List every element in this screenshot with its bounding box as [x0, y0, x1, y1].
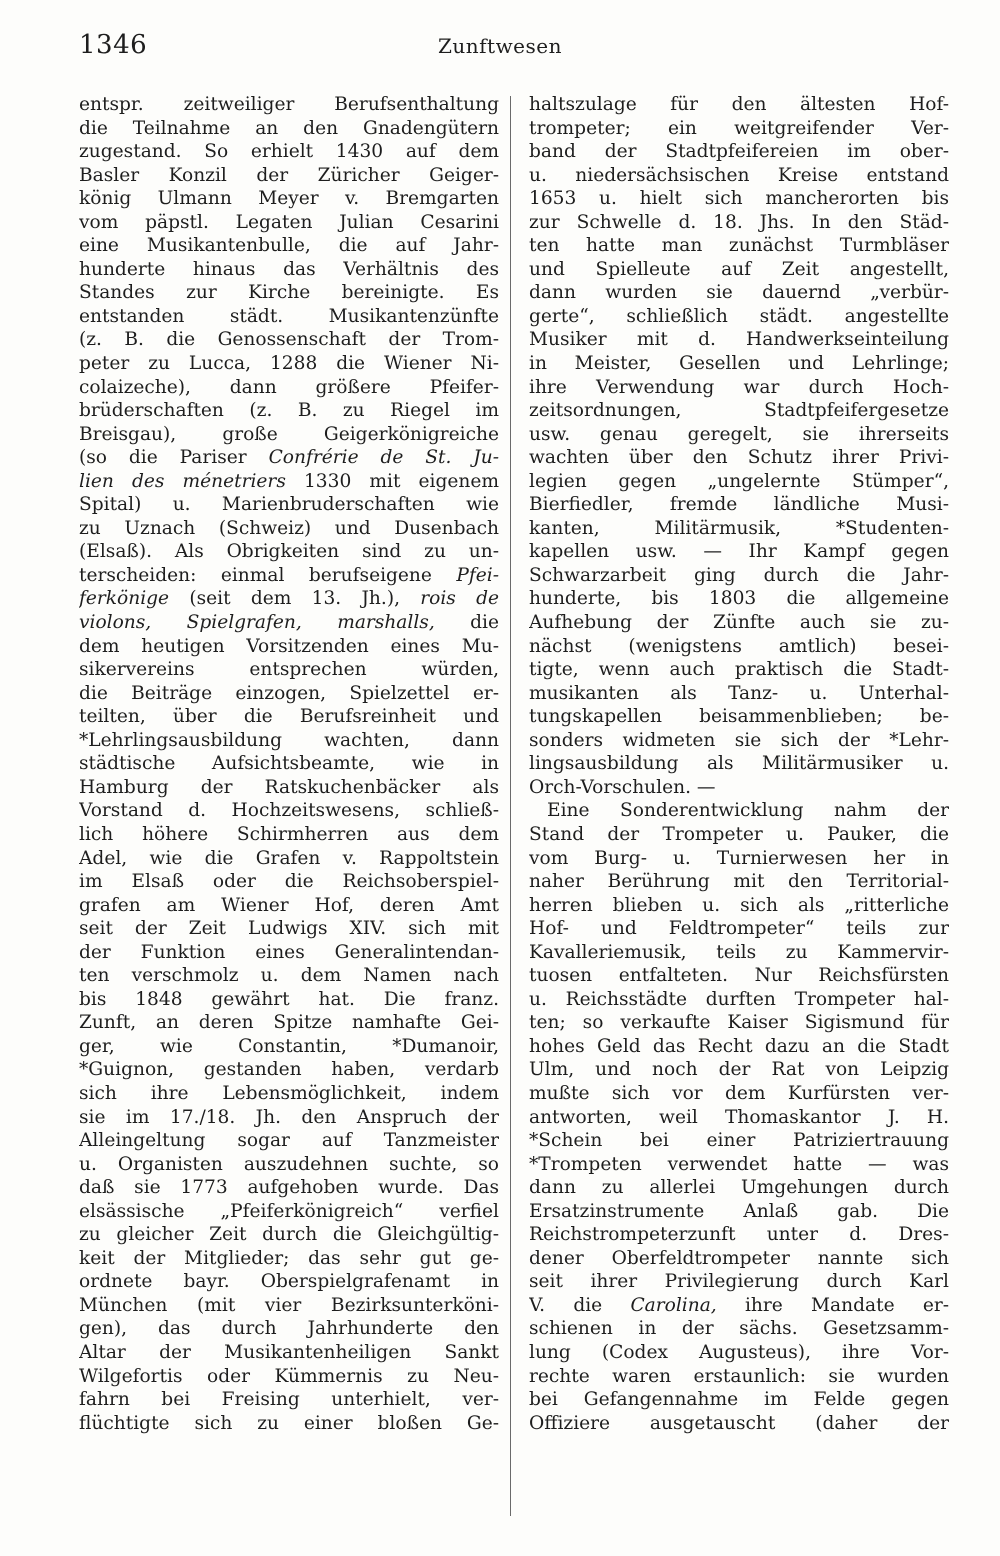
text-line	[79, 1011, 499, 1035]
text-run: hunderte hinaus das Verhältnis des	[79, 258, 499, 280]
text-run: vom Burg- u. Turnierwesen her in	[529, 847, 949, 869]
text-run: entstanden städt. Musikantenzünfte	[79, 305, 499, 327]
text-run: Hof- und Feldtrompeter“ teils zur	[529, 918, 949, 940]
text-line	[79, 705, 499, 729]
text-run: Zunft, an deren Spitze namhafte Gei-	[79, 1012, 499, 1034]
text-run: Kavalleriemusik, teils zu Kammervir-	[529, 941, 949, 963]
text-run: naher Berührung mit den Territorial-	[529, 871, 949, 893]
text-line	[529, 446, 949, 470]
text-line	[79, 776, 499, 800]
text-run: Breisgau), große Geigerkönigreiche	[79, 423, 499, 445]
text-run: teilten, über die Berufsreinheit und	[79, 706, 499, 728]
text-run: Stand der Trompeter u. Pauker, die	[529, 823, 949, 845]
page-number: 1346	[79, 30, 148, 60]
text-run: Ersatzinstrumente Anlaß gab. Die	[529, 1200, 949, 1222]
text-line	[79, 847, 499, 871]
text-run: Eine Sonderentwicklung nahm der	[547, 800, 949, 822]
italic-run: ferkönige	[79, 588, 170, 610]
text-line	[529, 1270, 949, 1294]
text-run: städtische Aufsichtsbeamte, wie in	[79, 753, 499, 775]
text-line	[529, 1247, 949, 1271]
text-run: colaizeche), dann größere Pfeifer-	[79, 376, 499, 398]
text-line	[79, 517, 499, 541]
column-divider	[510, 96, 511, 1516]
text-run: (seit dem 13. Jh.),	[169, 588, 421, 610]
text-line	[529, 847, 949, 871]
text-line	[79, 1317, 499, 1341]
text-line	[79, 376, 499, 400]
text-run: Vorstand d. Hochzeitswesens, schließ-	[79, 800, 499, 822]
text-line	[79, 1294, 499, 1318]
text-run: lich höhere Schirmherren aus dem	[79, 823, 499, 845]
text-run: fahrn bei Freising unterhielt, ver-	[79, 1389, 499, 1411]
text-line	[79, 658, 499, 682]
text-run: seit ihrer Privilegierung durch Karl	[529, 1271, 949, 1293]
text-run: grafen am Wiener Hof, deren Amt	[79, 894, 499, 916]
text-line	[529, 211, 949, 235]
text-run: 1330 mit eigenem	[285, 470, 499, 492]
text-run: zu gleicher Zeit durch die Gleichgültig-	[79, 1224, 499, 1246]
text-line	[79, 1365, 499, 1389]
text-run: Altar der Musikantenheiligen Sankt	[79, 1341, 499, 1363]
text-line	[79, 611, 499, 635]
text-run: (z. B. die Genossenschaft der Trom-	[79, 329, 499, 351]
italic-run: Confrérie de St. Ju-	[268, 447, 499, 469]
text-line	[529, 705, 949, 729]
text-line	[529, 1317, 949, 1341]
text-run: in Meister, Gesellen und Lehrlinge;	[529, 353, 949, 375]
text-run: kanten, Militärmusik, *Studenten-	[529, 517, 949, 539]
text-run: vom päpstl. Legaten Julian Cesarini	[79, 211, 499, 233]
text-line	[79, 540, 499, 564]
text-line	[79, 964, 499, 988]
text-line	[529, 1365, 949, 1389]
text-run: u. Organisten auszudehnen suchte, so	[79, 1153, 499, 1175]
text-run: ordnete bayr. Oberspielgrafenamt in	[79, 1271, 499, 1293]
text-line	[79, 635, 499, 659]
text-line	[529, 93, 949, 117]
text-run: trompeter; ein weitgreifender Ver-	[529, 117, 949, 139]
text-run: (so die Pariser	[79, 447, 269, 469]
text-line	[529, 1294, 949, 1318]
text-run: *Guignon, gestanden haben, verdarb	[79, 1059, 499, 1081]
text-line	[529, 1129, 949, 1153]
running-head: Zunftwesen	[437, 34, 563, 58]
text-line	[529, 234, 949, 258]
text-run: dem heutigen Vorsitzenden eines Mu-	[79, 635, 499, 657]
text-line	[529, 658, 949, 682]
text-run: ger, wie Constantin, *Dumanoir,	[79, 1035, 499, 1057]
text-run: eine Musikantenbulle, die auf Jahr-	[79, 235, 499, 257]
text-line	[79, 1341, 499, 1365]
text-run: 1653 u. hielt sich mancherorten bis	[529, 188, 949, 210]
text-run: wachten über den Schutz ihrer Privi-	[529, 447, 949, 469]
text-line	[529, 493, 949, 517]
text-line	[79, 799, 499, 823]
text-run: und Spielleute auf Zeit angestellt,	[529, 258, 949, 280]
text-run: bei Gefangennahme im Felde gegen	[529, 1389, 949, 1411]
text-run: mußte sich vor dem Kurfürsten ver-	[529, 1082, 949, 1104]
text-run: im Elsaß oder die Reichsoberspiel-	[79, 871, 499, 893]
text-line	[529, 799, 949, 823]
text-run: V. die	[529, 1294, 631, 1316]
text-line	[79, 988, 499, 1012]
text-line	[79, 870, 499, 894]
text-run: Alleingeltung sogar auf Tanzmeister	[79, 1130, 499, 1152]
text-line	[79, 1200, 499, 1224]
text-line	[79, 1388, 499, 1412]
text-run: elsässische „Pfeiferkönigreich“ verfiel	[79, 1200, 499, 1222]
text-run: Wilgefortis oder Kümmernis zu Neu-	[79, 1365, 499, 1387]
text-run: hunderte, bis 1803 die allgemeine	[529, 588, 949, 610]
text-run: die Beiträge einzogen, Spielzettel er-	[79, 682, 499, 704]
text-run: legien gegen „ungelernte Stümper“,	[529, 470, 949, 492]
text-line	[79, 1082, 499, 1106]
text-line	[79, 823, 499, 847]
text-run: daß sie 1773 aufgehoben wurde. Das	[79, 1177, 499, 1199]
text-line	[529, 1035, 949, 1059]
text-run: zeitsordnungen, Stadtpfeifergesetze	[529, 400, 949, 422]
text-line	[79, 305, 499, 329]
text-line	[79, 894, 499, 918]
text-line	[79, 917, 499, 941]
text-line	[79, 211, 499, 235]
text-line	[79, 1035, 499, 1059]
text-line	[529, 164, 949, 188]
text-run: u. niedersächsischen Kreise entstand	[529, 164, 949, 186]
text-line	[79, 682, 499, 706]
text-line	[529, 328, 949, 352]
text-line	[529, 470, 949, 494]
text-run: haltszulage für den ältesten Hof-	[529, 94, 949, 115]
italic-run: Pfei-	[456, 564, 499, 586]
text-run: hohes Geld das Recht dazu an die Stadt	[529, 1035, 949, 1057]
text-line	[529, 564, 949, 588]
text-line	[79, 446, 499, 470]
italic-run: violons, Spielgrafen, marshalls,	[79, 612, 435, 634]
text-line	[79, 281, 499, 305]
text-run: sie im 17./18. Jh. den Anspruch der	[79, 1106, 499, 1128]
text-line	[529, 376, 949, 400]
text-run: flüchtigte sich zu einer bloßen Ge-	[79, 1412, 499, 1434]
text-run: nächst (wenigstens amtlich) besei-	[529, 635, 949, 657]
text-line	[529, 517, 949, 541]
text-line	[529, 352, 949, 376]
text-line	[79, 1270, 499, 1294]
text-line	[79, 941, 499, 965]
text-line	[529, 258, 949, 282]
text-run: Hamburg der Ratskuchenbäcker als	[79, 776, 499, 798]
text-line	[79, 140, 499, 164]
text-run: ten hatte man zunächst Turmbläser	[529, 235, 949, 257]
text-run: Orch-Vorschulen. —	[529, 776, 716, 798]
text-run: gen), das durch Jahrhunderte den	[79, 1318, 499, 1340]
text-run: ten verschmolz u. dem Namen nach	[79, 965, 499, 987]
text-run: Spital) u. Marienbruderschaften wie	[79, 494, 499, 516]
text-line	[529, 988, 949, 1012]
text-line	[529, 964, 949, 988]
text-line	[529, 917, 949, 941]
text-run: Standes zur Kirche bereinigte. Es	[79, 282, 499, 304]
text-line	[79, 328, 499, 352]
text-line	[529, 729, 949, 753]
text-line	[529, 1412, 949, 1436]
text-run: tuosen entfalteten. Nur Reichsfürsten	[529, 965, 949, 987]
italic-run: rois de	[420, 588, 499, 610]
text-line	[529, 635, 949, 659]
text-line	[79, 752, 499, 776]
text-line	[529, 1200, 949, 1224]
text-line	[529, 423, 949, 447]
text-run: *Lehrlingsausbildung wachten, dann	[79, 729, 499, 751]
text-line	[529, 540, 949, 564]
text-run: dener Oberfeldtrompeter nannte sich	[529, 1247, 949, 1269]
text-line	[529, 1058, 949, 1082]
text-line	[79, 117, 499, 141]
text-run: lung (Codex Augusteus), ihre Vor-	[529, 1341, 949, 1363]
text-line	[79, 470, 499, 494]
text-run: *Schein bei einer Patriziertrauung	[529, 1130, 949, 1152]
text-run: schienen in der sächs. Gesetzsamm-	[529, 1318, 949, 1340]
text-run: ten; so verkaufte Kaiser Sigismund für	[529, 1012, 949, 1034]
text-line	[529, 281, 949, 305]
text-run: gerte“, schließlich städt. angestellte	[529, 305, 949, 327]
text-line	[79, 1153, 499, 1177]
text-run: sikervereins entsprechen würden,	[79, 659, 499, 681]
text-run: antworten, weil Thomaskantor J. H.	[529, 1106, 949, 1128]
text-run: *Trompeten verwendet hatte — was	[529, 1153, 949, 1175]
text-line	[79, 234, 499, 258]
text-run: Aufhebung der Zünfte auch sie zu-	[529, 612, 949, 634]
text-line	[79, 587, 499, 611]
text-line	[529, 823, 949, 847]
text-line	[529, 776, 949, 800]
text-run: Adel, wie die Grafen v. Rappoltstein	[79, 847, 499, 869]
text-line	[79, 423, 499, 447]
text-line	[529, 752, 949, 776]
text-line	[79, 564, 499, 588]
text-line	[79, 352, 499, 376]
text-line	[529, 140, 949, 164]
text-run: brüderschaften (z. B. zu Riegel im	[79, 400, 499, 422]
text-line	[79, 258, 499, 282]
text-line	[529, 682, 949, 706]
text-run: zu Uznach (Schweiz) und Dusenbach	[79, 517, 499, 539]
text-line	[529, 1011, 949, 1035]
text-run: band der Stadtpfeifereien im ober-	[529, 141, 949, 163]
text-run: Schwarzarbeit ging durch die Jahr-	[529, 564, 949, 586]
text-run: München (mit vier Bezirksunterköni-	[79, 1294, 499, 1316]
text-run: usw. genau geregelt, sie ihrerseits	[529, 423, 949, 445]
text-line	[529, 1153, 949, 1177]
text-line	[529, 1106, 949, 1130]
text-line	[79, 493, 499, 517]
text-line	[79, 399, 499, 423]
text-run: seit der Zeit Ludwigs XIV. sich mit	[79, 918, 499, 940]
text-line	[79, 1412, 499, 1436]
text-run: Bierfiedler, fremde ländliche Musi-	[529, 494, 949, 516]
text-line	[529, 399, 949, 423]
text-run: (Elsaß). Als Obrigkeiten sind zu un-	[79, 541, 499, 563]
text-line	[529, 1082, 949, 1106]
text-run: könig Ulmann Meyer v. Bremgarten	[79, 188, 499, 210]
text-run: bis 1848 gewährt hat. Die franz.	[79, 988, 499, 1010]
text-run: herren blieben u. sich als „ritterliche	[529, 894, 949, 916]
text-run: dann wurden sie dauernd „verbür-	[529, 282, 949, 304]
text-run: die Teilnahme an den Gnadengütern	[79, 117, 499, 139]
text-line	[79, 1129, 499, 1153]
text-run: lingsausbildung als Militärmusiker u.	[529, 753, 949, 775]
text-run: Reichstrompeterzunft unter d. Dres-	[529, 1224, 949, 1246]
text-line	[529, 305, 949, 329]
text-line	[79, 1058, 499, 1082]
text-run: Basler Konzil der Züricher Geiger-	[79, 164, 499, 186]
text-line	[529, 611, 949, 635]
text-line	[529, 1176, 949, 1200]
text-line	[529, 587, 949, 611]
text-run: keit der Mitglieder; das sehr gut ge-	[79, 1247, 499, 1269]
text-run: Ulm, und noch der Rat von Leipzig	[529, 1059, 949, 1081]
text-run: die	[434, 612, 499, 634]
text-line	[79, 93, 499, 117]
text-line	[79, 1106, 499, 1130]
text-run: dann zu allerlei Umgehungen durch	[529, 1177, 949, 1199]
text-run: Offiziere ausgetauscht (daher der	[529, 1412, 949, 1434]
text-line	[529, 1223, 949, 1247]
text-run: terscheiden: einmal berufseigene	[79, 564, 457, 586]
text-run: ihre Mandate er-	[716, 1294, 949, 1316]
text-run: entspr. zeitweiliger Berufsenthaltung	[79, 94, 499, 115]
text-run: peter zu Lucca, 1288 die Wiener Ni-	[79, 353, 499, 375]
text-line	[79, 1176, 499, 1200]
text-line	[79, 187, 499, 211]
text-run: ihre Verwendung war durch Hoch-	[529, 376, 949, 398]
text-run: kapellen usw. — Ihr Kampf gegen	[529, 541, 949, 563]
text-run: tungskapellen beisammenblieben; be-	[529, 706, 949, 728]
text-run: tigte, wenn auch praktisch die Stadt-	[529, 659, 949, 681]
text-line	[529, 870, 949, 894]
right-column	[529, 93, 949, 1435]
text-line	[529, 941, 949, 965]
text-line	[529, 117, 949, 141]
text-run: rechte waren erstaunlich: sie wurden	[529, 1365, 949, 1387]
text-line	[529, 1341, 949, 1365]
italic-run: Carolina,	[630, 1294, 717, 1316]
text-line	[529, 187, 949, 211]
text-line	[529, 1388, 949, 1412]
text-run: sonders widmeten sie sich der *Lehr-	[529, 729, 949, 751]
text-run: zur Schwelle d. 18. Jhs. In den Städ-	[529, 211, 949, 233]
text-line	[79, 164, 499, 188]
text-line	[529, 894, 949, 918]
text-run: musikanten als Tanz- u. Unterhal-	[529, 682, 949, 704]
text-run: sich ihre Lebensmöglichkeit, indem	[79, 1082, 499, 1104]
text-line	[79, 1223, 499, 1247]
text-run: zugestand. So erhielt 1430 auf dem	[79, 141, 499, 163]
italic-run: lien des ménetriers	[79, 470, 286, 492]
text-run: der Funktion eines Generalintendan-	[79, 941, 499, 963]
text-line	[79, 729, 499, 753]
text-run: Musiker mit d. Handwerkseinteilung	[529, 329, 949, 351]
left-column	[79, 93, 499, 1435]
text-run: u. Reichsstädte durften Trompeter hal-	[529, 988, 949, 1010]
text-line	[79, 1247, 499, 1271]
